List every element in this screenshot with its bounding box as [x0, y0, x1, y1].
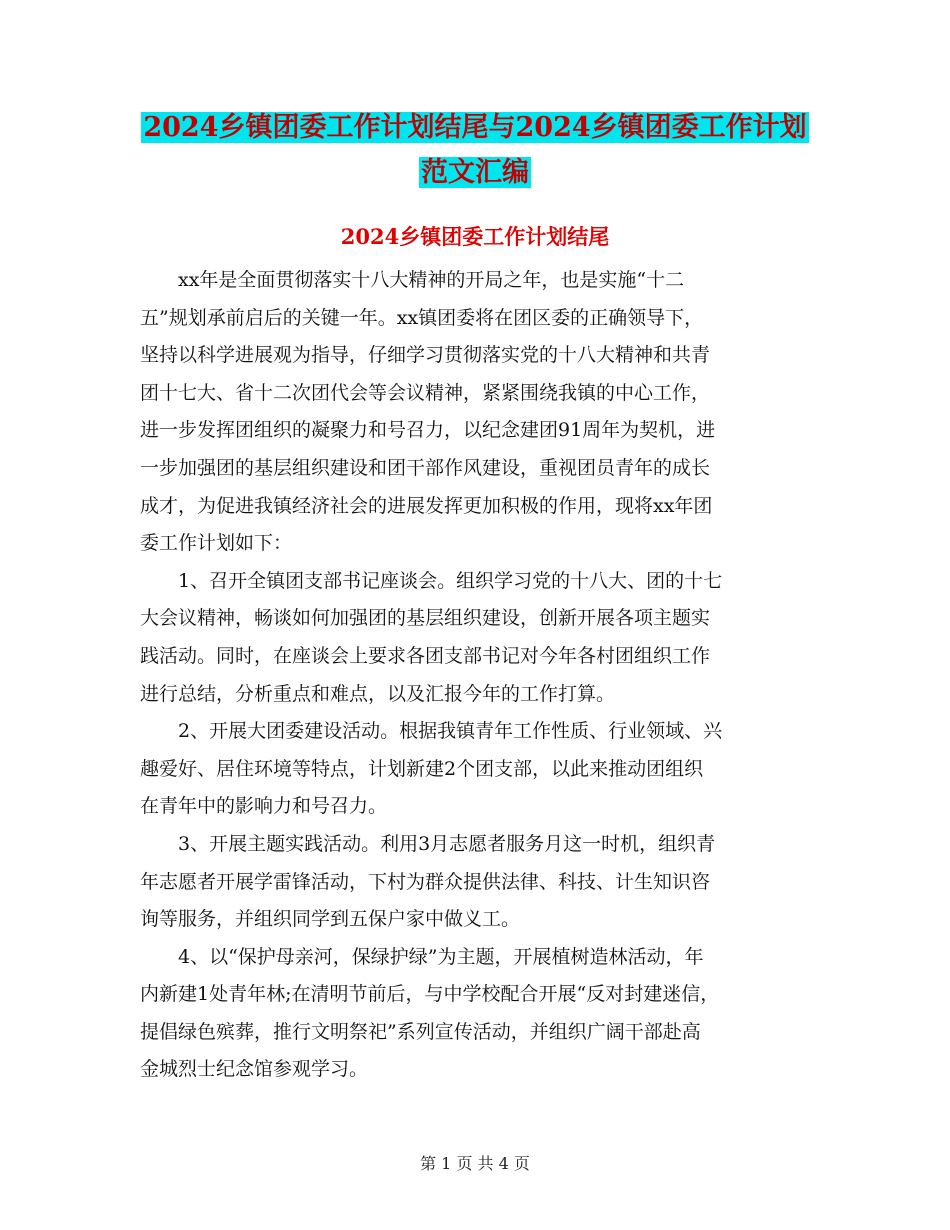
paragraph-line: 金城烈士纪念馆参观学习。 — [140, 1058, 369, 1081]
paragraph-line: 2、开展大团委建设活动。根据我镇青年工作性质、行业领域、兴 — [178, 720, 723, 743]
paragraph-line: 进一步发挥团组织的凝聚力和号召力，以纪念建团91周年为契机，进 — [140, 419, 716, 442]
paragraph — [140, 713, 810, 826]
paragraph-line: 年志愿者开展学雷锋活动，下村为群众提供法律、科技、计生知识咨 — [140, 870, 711, 893]
paragraph-line: 一步加强团的基层组织建设和团干部作风建设，重视团员青年的成长 — [140, 456, 711, 479]
title-highlight: 2024乡镇团委工作计划结尾与2024乡镇团委工作计划 — [143, 112, 807, 143]
document-title-line-2 — [0, 153, 950, 193]
paragraph-line: 内新建1处青年林;在清明节前后，与中学校配合开展“反对封建迷信， — [140, 983, 720, 1006]
paragraph-line: 在青年中的影响力和号召力。 — [140, 795, 388, 818]
paragraph — [140, 262, 810, 563]
paragraph-line: 坚持以科学进展观为指导，仔细学习贯彻落实党的十八大精神和共青 — [140, 344, 711, 367]
paragraph — [140, 826, 810, 939]
paragraph-line: 践活动。同时，在座谈会上要求各团支部书记对今年各村团组织工作 — [140, 644, 711, 667]
paragraph — [140, 939, 810, 1089]
paragraph-line: 提倡绿色殡葬，推行文明祭祀”系列宣传活动，并组织广阔干部赴高 — [140, 1020, 701, 1043]
paragraph-line: 委工作计划如下： — [140, 532, 293, 555]
title-highlight: 范文汇编 — [421, 157, 529, 188]
paragraph-line: xx年是全面贯彻落实十八大精神的开局之年，也是实施“十二 — [178, 269, 685, 291]
document-title-line-1 — [0, 108, 950, 148]
paragraph-line: 团十七大、省十二次团代会等会议精神，紧紧围绕我镇的中心工作， — [140, 381, 711, 404]
paragraph-line: 五”规划承前启后的关键一年。xx镇团委将在团区委的正确领导下， — [140, 306, 704, 329]
paragraph-line: 询等服务，并组织同学到五保户家中做义工。 — [140, 908, 521, 931]
page-footer: 第 1 页 共 4 页 — [420, 1154, 530, 1173]
paragraph-line: 大会议精神，畅谈如何加强团的基层组织建设，创新开展各项主题实 — [140, 607, 711, 630]
paragraph-line: 4、以“保护母亲河，保绿护绿”为主题，开展植树造林活动，年 — [178, 945, 704, 968]
document-body — [140, 262, 810, 1089]
paragraph — [140, 563, 810, 713]
paragraph-line: 1、召开全镇团支部书记座谈会。组织学习党的十八大、团的十七 — [178, 569, 723, 592]
section-heading: 2024乡镇团委工作计划结尾 — [340, 224, 610, 249]
paragraph-line: 3、开展主题实践活动。利用3月志愿者服务月这一时机，组织青 — [178, 832, 716, 855]
paragraph-line: 成才，为促进我镇经济社会的进展发挥更加积极的作用，现将xx年团 — [140, 494, 713, 517]
paragraph-line: 进行总结，分析重点和难点，以及汇报今年的工作打算。 — [140, 682, 616, 705]
paragraph-line: 趣爱好、居住环境等特点，计划新建2个团支部，以此来推动团组织 — [140, 757, 704, 780]
